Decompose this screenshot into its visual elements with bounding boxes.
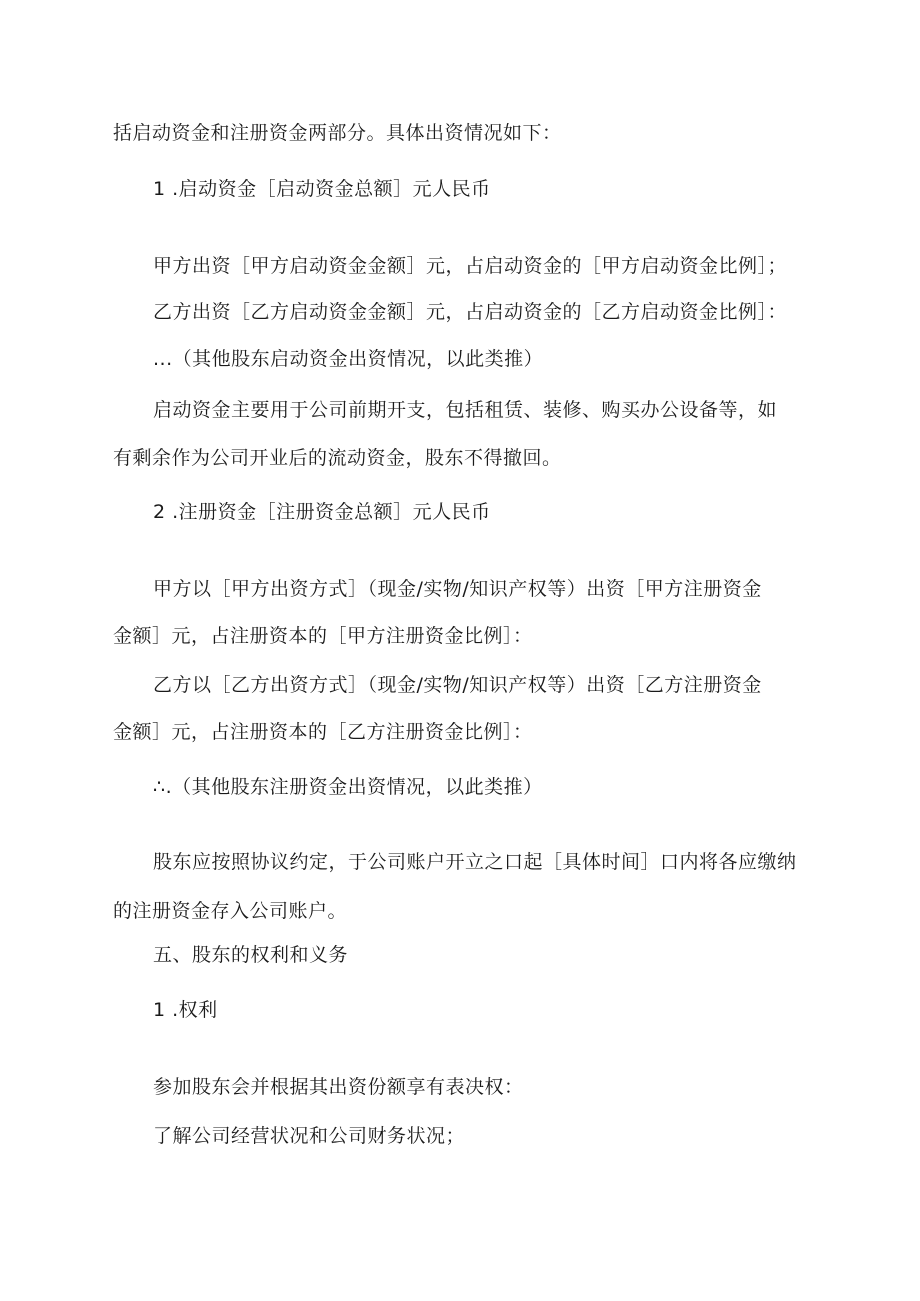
other-registered-contributions: ∴.（其他股东注册资金出资情况，以此类推） xyxy=(153,776,543,798)
party-b-registered-line-1: 乙方以［乙方出资方式］（现金/实物/知识产权等）出资［乙方注册资金 xyxy=(153,674,762,696)
other-startup-contributions: ...（其他股东启动资金出资情况，以此类推） xyxy=(153,348,544,370)
paragraph-line-capital-composition: 括启动资金和注册资金两部分。具体出资情况如下： xyxy=(113,122,562,144)
right-item-information: 了解公司经营状况和公司财务状况； xyxy=(153,1125,466,1147)
deposit-clause-line-2: 的注册资金存入公司账户。 xyxy=(113,900,348,922)
right-item-voting: 参加股东会并根据其出资份额享有表决权： xyxy=(153,1076,524,1098)
deposit-clause-line-1: 股东应按照协议约定，于公司账户开立之口起［具体时间］口内将各应缴纳 xyxy=(153,851,797,873)
party-b-registered-line-2: 金额］元，占注册资本的［乙方注册资金比例］： xyxy=(113,721,533,743)
heading-startup-capital: 1 .启动资金［启动资金总额］元人民币 xyxy=(153,178,491,200)
party-b-startup-contribution: 乙方出资［乙方启动资金金额］元，占启动资金的［乙方启动资金比例］： xyxy=(153,301,788,323)
party-a-registered-line-1: 甲方以［甲方出资方式］（现金/实物/知识产权等）出资［甲方注册资金 xyxy=(153,578,762,600)
startup-usage-line-2: 有剩余作为公司开业后的流动资金，股东不得撤回。 xyxy=(113,447,562,469)
section-heading-rights-obligations: 五、股东的权利和义务 xyxy=(153,944,349,966)
subheading-rights: 1 .权利 xyxy=(153,999,218,1021)
heading-registered-capital: 2 .注册资金［注册资金总额］元人民币 xyxy=(153,501,491,523)
party-a-startup-contribution: 甲方出资［甲方启动资金金额］元，占启动资金的［甲方启动资金比例］； xyxy=(153,255,788,277)
party-a-registered-line-2: 金额］元，占注册资本的［甲方注册资金比例］： xyxy=(113,625,533,647)
startup-usage-line-1: 启动资金主要用于公司前期开支，包括租赁、装修、购买办公设备等，如 xyxy=(153,399,778,421)
